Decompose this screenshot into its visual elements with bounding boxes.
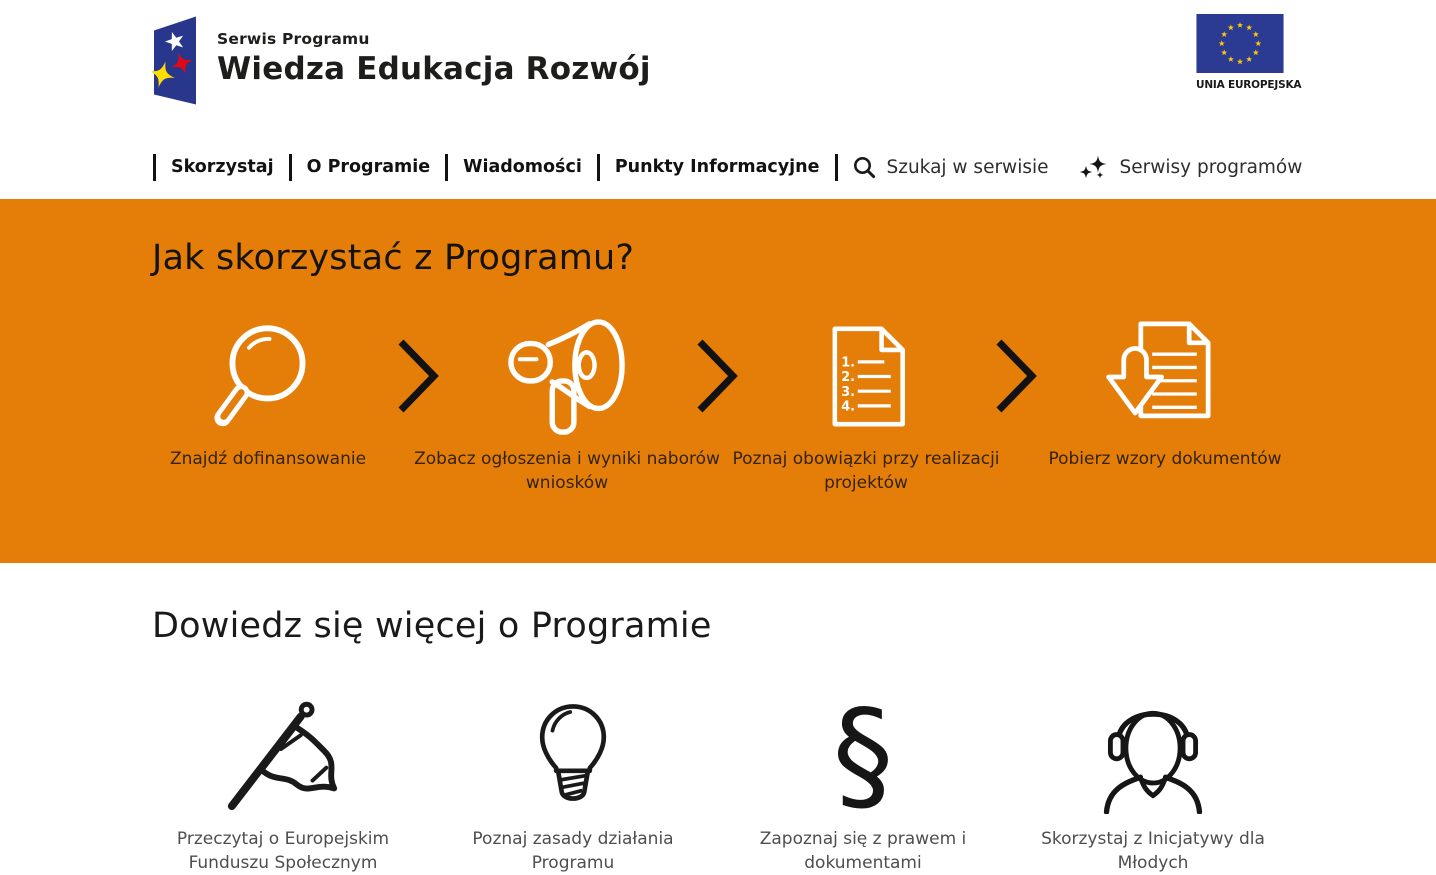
how-section-title: Jak skorzystać z Programu? (152, 238, 635, 278)
search-label: Szukaj w serwisie (886, 156, 1049, 178)
svg-text:2.: 2. (841, 369, 856, 385)
lightbulb-icon (442, 688, 704, 814)
brand-title: Wiedza Edukacja Rozwój (217, 51, 651, 87)
step-find-funding[interactable] (152, 317, 384, 471)
step-label: Poznaj obowiązki przy realizacji projektów (732, 449, 1000, 494)
eu-flag-icon (1196, 14, 1284, 73)
item-youth-initiative[interactable] (1022, 688, 1284, 875)
item-label: Poznaj zasady działania Programu (472, 829, 674, 874)
step-label: Znajdź dofinansowanie (169, 449, 367, 469)
chevron-right-icon (683, 317, 750, 435)
items-row (152, 684, 1284, 875)
nav-item-o-programie[interactable]: O Programie (306, 157, 431, 177)
svg-text:3.: 3. (841, 384, 856, 400)
step-label: Zobacz ogłoszenia i wyniki naborów wniosków (414, 449, 720, 494)
headset-person-icon (1022, 688, 1284, 814)
item-label: Skorzystaj z Inicjatywy dla Młodych (1041, 829, 1265, 874)
nav-tools (853, 154, 1303, 181)
more-section-title: Dowiedz się więcej o Programie (152, 606, 712, 646)
services-link[interactable] (1079, 154, 1303, 181)
brand-subtitle: Serwis Programu (217, 30, 370, 48)
chevron-right-icon (982, 317, 1049, 435)
item-program-rules[interactable] (442, 688, 704, 875)
nav-separator (597, 154, 600, 181)
brand-text (217, 30, 651, 108)
chevron-right-icon (384, 317, 451, 435)
megaphone-icon (451, 317, 683, 435)
more-section (0, 563, 1436, 875)
nav-item-punkty-informacyjne[interactable]: Punkty Informacyjne (614, 157, 820, 177)
section-sign-icon: § (832, 684, 894, 826)
nav-separator (153, 154, 156, 181)
services-label: Serwisy programów (1119, 156, 1303, 178)
item-law-documents[interactable] (732, 684, 994, 875)
nav-separator (289, 154, 292, 181)
step-label: Pobierz wzory dokumentów (1048, 449, 1282, 469)
item-label: Przeczytaj o Europejskim Funduszu Społecznym (176, 829, 390, 874)
svg-text:1.: 1. (841, 354, 856, 370)
step-download-templates[interactable] (1049, 317, 1281, 471)
steps-row (152, 317, 1284, 495)
svg-text:4.: 4. (841, 398, 856, 414)
step-announcements[interactable] (414, 317, 720, 495)
sparkle-stars-icon (1079, 154, 1109, 181)
nav-separator (835, 154, 838, 181)
eu-flag-logo (1196, 14, 1302, 91)
numbered-document-icon (750, 317, 982, 435)
search-link[interactable] (853, 156, 1049, 179)
search-icon (853, 156, 876, 179)
nav-item-wiadomosci[interactable]: Wiadomości (463, 157, 582, 177)
flag-icon (152, 688, 414, 814)
nav-separator (445, 154, 448, 181)
how-section (0, 199, 1436, 563)
eu-funds-flag-icon (152, 13, 198, 108)
site-header (152, 0, 1302, 146)
step-obligations[interactable] (732, 317, 1000, 495)
item-label: Zapoznaj się z prawem i dokumentami (759, 829, 967, 874)
nav-item-skorzystaj[interactable]: Skorzystaj (171, 157, 274, 177)
magnifier-icon (152, 317, 384, 435)
download-document-icon (1049, 317, 1281, 435)
nav-list (152, 154, 853, 181)
main-nav (152, 146, 1303, 188)
eu-flag-label: UNIA EUROPEJSKA (1196, 79, 1302, 91)
site-logo[interactable] (152, 13, 651, 108)
item-esf[interactable] (152, 688, 414, 875)
